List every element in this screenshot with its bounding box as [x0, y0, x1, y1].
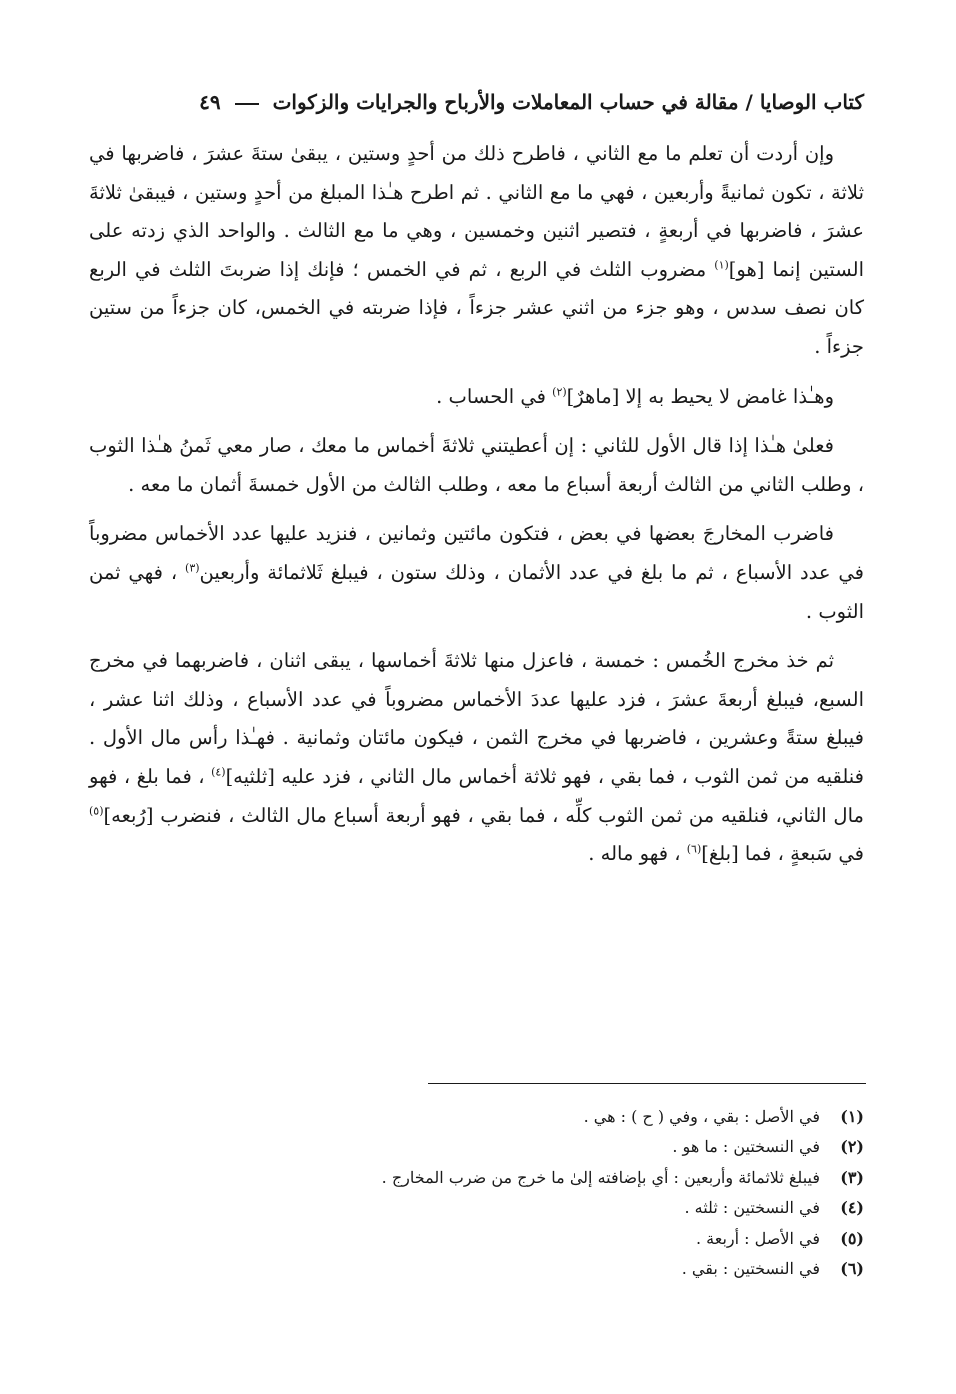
paragraph: [89, 642, 864, 874]
footnote-number: (٣): [840, 1167, 864, 1187]
footnote: [89, 1193, 864, 1223]
paragraph-text: في سَبعةٍ ، فما [بلغ]: [701, 842, 864, 866]
footnote-ref: (٦): [686, 842, 702, 856]
paragraph-text: فعلىٰ هـٰذا إذا قال الأول للثاني : إن أعطيتني ثلاثةَ أخماس ما معك ، صار معي ثَمنُ هـٰذا الثوب ، وطلب الثاني من الثالث أربعة أسباع ما معه ، وطلب الثالث من الأول خمسةَ أثمان ما معه .: [89, 434, 864, 496]
paragraph-text: وإن أردت أن تعلم ما مع الثاني ، فاطرح ذلك من أحدٍ وستين ، يبقىٰ ستةَ عشرَ ، فاضربها في ثلاثة ، تكون ثمانيةً وأربعين ، فهي ما مع الثاني . ثم اطرح هـٰذا المبلغ من أحدٍ وستين ، فيبقىٰ ثلاثةَ عشرَ ، فاضربها في أربعةٍ ، فتصير اثنين وخمسين ، وهي ما مع الثالث . والواحد الذي زدته على الستين إنما [هو]: [89, 142, 864, 281]
header-dash: [235, 103, 259, 105]
footnote-ref: (٣): [185, 561, 200, 575]
footnote-number: (٢): [840, 1137, 864, 1157]
footnote-separator: [428, 1083, 866, 1084]
footnote-ref: (٤): [211, 765, 226, 779]
paragraph: [89, 515, 864, 631]
footnote: [89, 1102, 864, 1132]
running-header-title: كتاب الوصايا / مقالة في حساب المعاملات والأرباح والجرايات والزكوات: [272, 90, 864, 114]
footnote-text: في النسختين : ثلثه .: [684, 1198, 820, 1218]
paragraph: [89, 427, 864, 504]
footnote-text: في الأصل : بقي ، وفي ( ح ) : هي .: [583, 1107, 820, 1126]
footnote-text: فيبلغ ثلاثمائة وأربعين : أي بإضافته إلىٰ ما خرج من ضرب المخارج .: [381, 1167, 820, 1187]
paragraph-text: فاضرب المخارجَ بعضها في بعض ، فتكون مائتين وثمانين ، فنزيد عليها عدد الأخماس مضروباً في عدد الأسباع ، ثم ما بلغ في عدد الأثمان ، وذلك ستون ، فيبلغ ثَلاثمائة وأربعين: [89, 522, 864, 584]
footnote-ref: (١): [714, 258, 729, 272]
footnote-ref: (٢): [552, 385, 567, 399]
footnotes: [89, 1102, 864, 1284]
footnote-number: (١): [840, 1107, 864, 1126]
page-number: ٤٩: [199, 90, 221, 114]
paragraph-text: وهـٰذا غامض لا يحيط به إلا [ماهرٌ]: [566, 384, 834, 408]
paragraph: [89, 378, 864, 417]
paragraph-text: مضروب الثلث في الربع ، ثم في الخمس ؛ فإنك إذا ضربتَ الثلث في الربع كان نصف سدس ، وهو جزء من اثني عشر جزءاً ، فإذا ضربته في الخمس، كان جزءاً من ستين جزءاً .: [89, 257, 864, 358]
footnote-text: في الأصل : أربعة .: [696, 1228, 820, 1248]
paragraph-text: ، فما بلغ ، فهو مال الثاني، فنلقيه من ثمن الثوب كلِّه ، فما بقي ، فهو أربعة أسباع مال الثالث ، فنضرب [رُبعه]: [89, 764, 864, 827]
footnote-number: (٦): [840, 1259, 864, 1279]
footnote-text: في النسختين : بقي .: [681, 1259, 820, 1279]
footnote-ref: (٥): [89, 804, 104, 817]
footnote: [89, 1132, 864, 1162]
paragraph: [89, 135, 864, 367]
footnote-text: في النسختين : ما هو .: [672, 1137, 820, 1157]
footnote: [89, 1254, 864, 1284]
footnote-number: (٥): [840, 1228, 864, 1248]
footnote: [89, 1224, 864, 1254]
footnote-number: (٤): [840, 1198, 864, 1218]
paragraph-text: في الحساب .: [436, 384, 553, 408]
main-text: [89, 135, 864, 885]
paragraph-text: ، فهي ثمن الثوب .: [89, 560, 864, 623]
footnote: [89, 1163, 864, 1193]
paragraph-text: ثم خذ مخرج الخُمس : خمسة ، فاعزل منها ثلاثةَ أخماسها ، يبقى اثنان ، فاضربهما في مخرج السبع، فيبلغ أربعةَ عشرَ ، فزد عليها عددَ الأخماس مضروباً في عدد الأسباع ، وذلك اثنا عشر ، فيبلغ ستةً وعشرين ، فاضربها في مخرج الثمن ، فيكون مائتان وثمانية . فهـٰذا رأس مال الأول . فنلقيه من ثمن الثوب ، فما بقي ، فهو ثلاثة أخماس مال الثاني ، فزد عليه [ثلثيه]: [89, 649, 864, 788]
paragraph-text: ، فهو ماله .: [588, 842, 687, 866]
running-header: [89, 82, 864, 122]
